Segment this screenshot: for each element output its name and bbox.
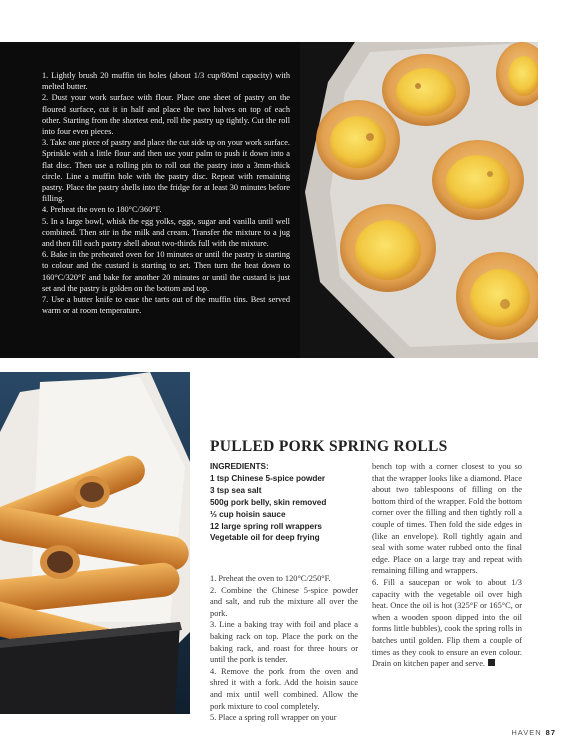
end-mark-icon	[488, 659, 495, 666]
method-step: 2. Combine the Chinese 5-spice powder and salt, and rub the mixture all over the pork.	[210, 585, 358, 618]
tart	[340, 204, 436, 292]
egg-tart-method	[42, 70, 290, 316]
method-column-2	[372, 461, 522, 670]
method-step: 2. Dust your work surface with flour. Place one sheet of pastry on the floured surface, cut it in half and place the two halves on top of each other. Starting from the shortest end, roll the pastry up tightly. Cut the roll into four even pieces.	[42, 93, 290, 137]
recipe-title: PULLED PORK SPRING ROLLS	[210, 438, 448, 455]
method-step: 6. Bake in the preheated oven for 10 minutes or until the pastry is starting to colour and the custard is starting to set. Then turn the heat down to 160°C/320°F and bake for another 20 minutes or until the custard is just set and the pastry is golden on the bottom and top.	[42, 250, 290, 293]
ingredient-item: 500g pork belly, skin removed	[210, 497, 327, 507]
method-step: 1. Lightly brush 20 muffin tin holes (about 1/3 cup/80ml capacity) with melted butter.	[42, 71, 290, 92]
ingredient-item: ⅓ cup hoisin sauce	[210, 509, 286, 519]
method-step: 1. Preheat the oven to 120°C/250°F.	[210, 574, 331, 583]
method-step: 4. Remove the pork from the oven and shred it with a fork. Add the hoisin sauce and mix until well combined. Allow the pork mixture to cool completely.	[210, 666, 358, 711]
ingredient-item: Vegetable oil for deep frying	[210, 533, 320, 543]
tart	[316, 100, 400, 180]
ingredients-heading: INGREDIENTS:	[210, 462, 269, 471]
spring-roll-cut	[40, 545, 80, 579]
method-step: 4. Preheat the oven to 180°C/360°F.	[42, 205, 162, 215]
page-number: 87	[545, 728, 556, 737]
method-column-1	[210, 573, 358, 724]
method-step: bench top with a corner closest to you so that the wrapper looks like a diamond. Place about two tablespoons of filling on the bottom third of the wrapper. Fold the bottom corner over the filling and then tightly roll a couple of times. Then fold the side edges in (like an envelope). Roll tightly again and seal with some water rubbed onto the final edge. Place on a large tray and repeat with remaining filling and wrappers.	[372, 462, 522, 576]
method-step-text: 6. Fill a saucepan or wok to about 1/3 capacity with the vegetable oil over high heat. Once the oil is hot (325°F or 165°C, or when a wooden spoon dipped into the oil forms little bubbles), cook the spring rolls in batches until golden. Flip them a couple of times as they cook to ensure an even colour. Drain on kitchen paper and serve.	[372, 577, 522, 669]
method-step: 3. Line a baking tray with foil and place a baking rack on top. Place the pork on the baking rack, and roast for three hours or until the pork is tender.	[210, 620, 358, 665]
page-folio	[511, 728, 556, 737]
method-step: 3. Take one piece of pastry and place the cut side up on your work surface. Sprinkle with a little flour and then use your palm to push it down into a flat disc. Then use a rolling pin to roll out the pastry into a 3mm-thick circle. Line a muffin hole with the pastry disc. Repeat with remaining pastry. Place the pastry shells into the fridge for at least 30 minutes before filling.	[42, 138, 290, 204]
spring-roll-cut	[74, 476, 110, 508]
tart	[382, 54, 470, 126]
spring-rolls-photo	[0, 372, 190, 714]
method-step	[372, 577, 522, 670]
tart	[432, 140, 524, 220]
method-step: 7. Use a butter knife to ease the tarts out of the muffin tins. Best served warm or at room temperature.	[42, 295, 290, 316]
ingredient-item: 1 tsp Chinese 5-spice powder	[210, 473, 326, 483]
ingredient-item: 3 tsp sea salt	[210, 485, 262, 495]
method-step: 5. In a large bowl, whisk the egg yolks, eggs, sugar and vanilla until well combined. Then stir in the milk and cream. Transfer the mixture to a jug and then fill each pastry shell about two-thirds full with the mixture.	[42, 216, 290, 249]
egg-tarts-photo	[300, 42, 538, 358]
magazine-name: HAVEN	[511, 728, 542, 737]
method-step: 5. Place a spring roll wrapper on your	[210, 713, 337, 723]
egg-tart-method-band	[0, 42, 538, 358]
ingredients-list	[210, 461, 350, 544]
ingredient-item: 12 large spring roll wrappers	[210, 521, 322, 531]
